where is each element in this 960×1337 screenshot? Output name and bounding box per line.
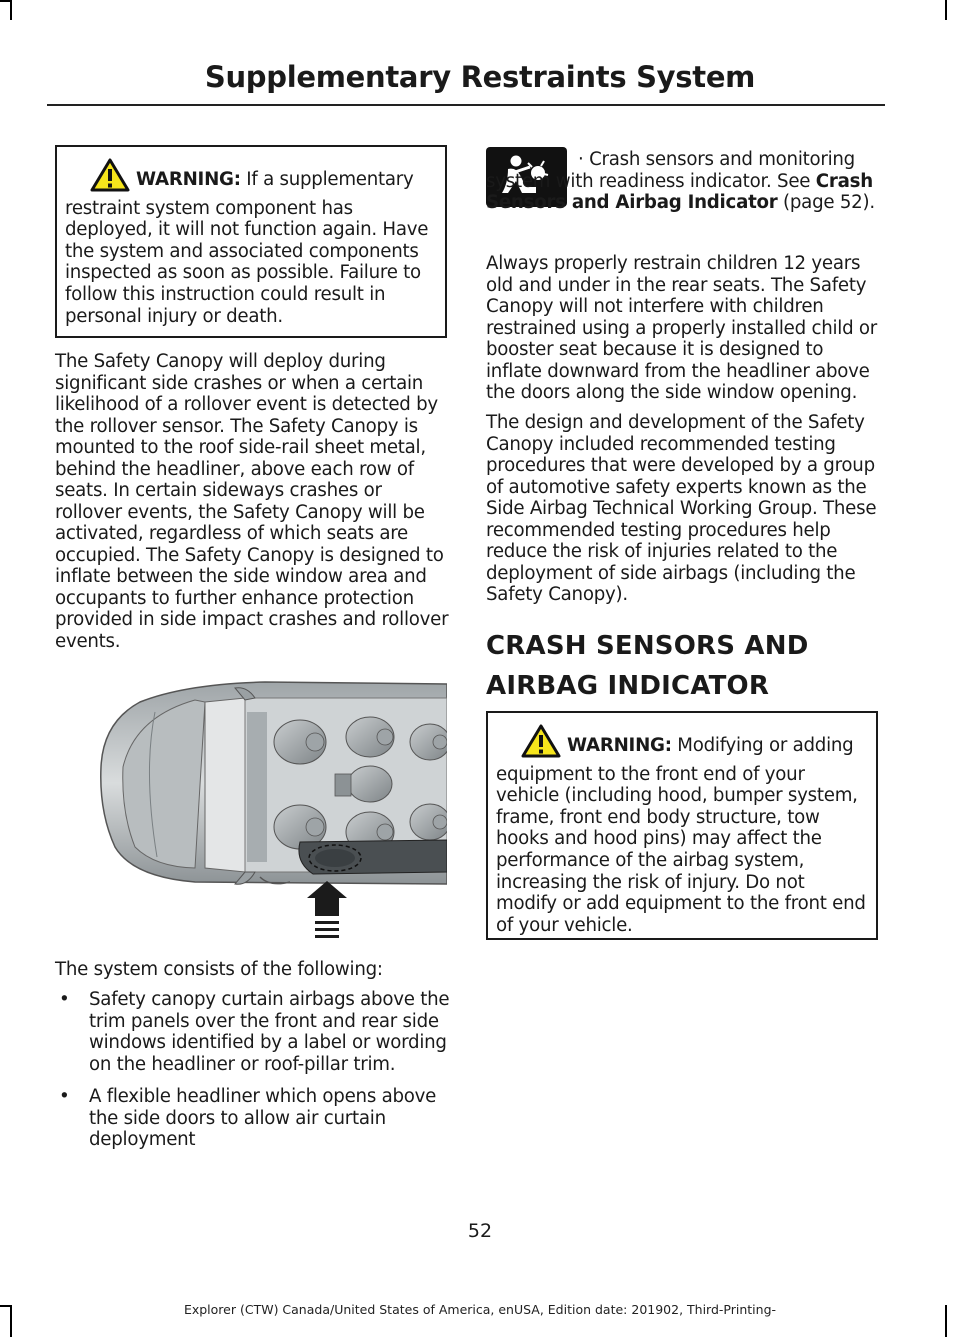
indicator-page-ref: (page 52).: [777, 192, 875, 213]
list-item: • A flexible headliner which opens above the side doors to allow air curtain deployment: [55, 1086, 450, 1151]
warning-body: Modifying or adding equipment to the front end of your vehicle (including hood, bumper system, frame, front end body structure, tow hooks and hood pins) may affect the performance of the airbag system, increasing the risk of injury. Do not modify or add equipment to the front end of your vehicle.: [496, 735, 866, 936]
children-restraint-paragraph: Always properly restrain children 12 years old and under in the rear seats. The Safety Canopy will not interfere with children restrained using a properly installed child or booster seat because it is designed to inflate downward from the headliner above the doors along the side window opening.: [486, 253, 878, 403]
crash-sensors-link[interactable]: Crash Sensors and Airbag Indicator: [486, 170, 873, 213]
crop-mark: [945, 0, 947, 20]
list-item: • Safety canopy curtain airbags above the trim panels over the front and rear side windows identified by a label or wording on the headliner or roof-pillar trim.: [55, 989, 450, 1075]
warning-label: WARNING:: [567, 735, 672, 756]
footer-text: Explorer (CTW) Canada/United States of America, enUSA, Edition date: 201902, Third-Printing-: [183, 1302, 777, 1317]
indicator-description: [486, 149, 881, 214]
warning-text: [65, 158, 439, 327]
vehicle-safety-canopy-illustration: [95, 672, 447, 944]
warning-triangle-icon: [521, 724, 561, 764]
section-heading: [486, 630, 809, 702]
warning-triangle-icon: [90, 158, 130, 198]
warning-label: WARNING:: [136, 169, 241, 190]
safety-canopy-paragraph: The Safety Canopy will deploy during significant side crashes or when a certain likelihood of a rollover event is detected by the rollover sensor. The Safety Canopy is mounted to the roof side-rail sheet metal, behind the headliner, above each row of seats. In certain sideways crashes or rollover events, the Safety Canopy will be activated, regardless of which seats are occupied. The Safety Canopy is designed to inflate between the side window area and occupants to further enhance protection provided in side impact crashes and rollover events.: [55, 351, 449, 652]
warning-text: [496, 724, 870, 936]
page-number: 52: [467, 1220, 493, 1242]
warning-box: [486, 711, 878, 940]
indicator-text: · Crash sensors and monitoring system with readiness indicator. See: [486, 149, 855, 192]
section-heading-line2: AIRBAG INDICATOR: [486, 671, 770, 701]
warning-body: If a supplementary restraint system component has deployed, it will not function again. Have the system and associated components inspected as soon as possible. Failure to follow this instruction could result in personal injury or death.: [65, 169, 429, 327]
system-components-list: [55, 989, 450, 1162]
page-title: Supplementary Restraints System: [204, 60, 756, 94]
warning-box: [55, 145, 447, 338]
system-intro: The system consists of the following:: [55, 959, 383, 980]
header-divider: [47, 104, 885, 106]
crop-mark: [0, 0, 10, 2]
section-heading-line1: CRASH SENSORS AND: [486, 631, 809, 661]
crop-mark: [10, 0, 12, 20]
design-development-paragraph: The design and development of the Safety Canopy included recommended testing procedures that were developed by a group of automotive safety experts known as the Side Airbag Technical Working Group. These recommended testing procedures help reduce the risk of injuries related to the deployment of side airbags (including the Safety Canopy).: [486, 412, 877, 605]
